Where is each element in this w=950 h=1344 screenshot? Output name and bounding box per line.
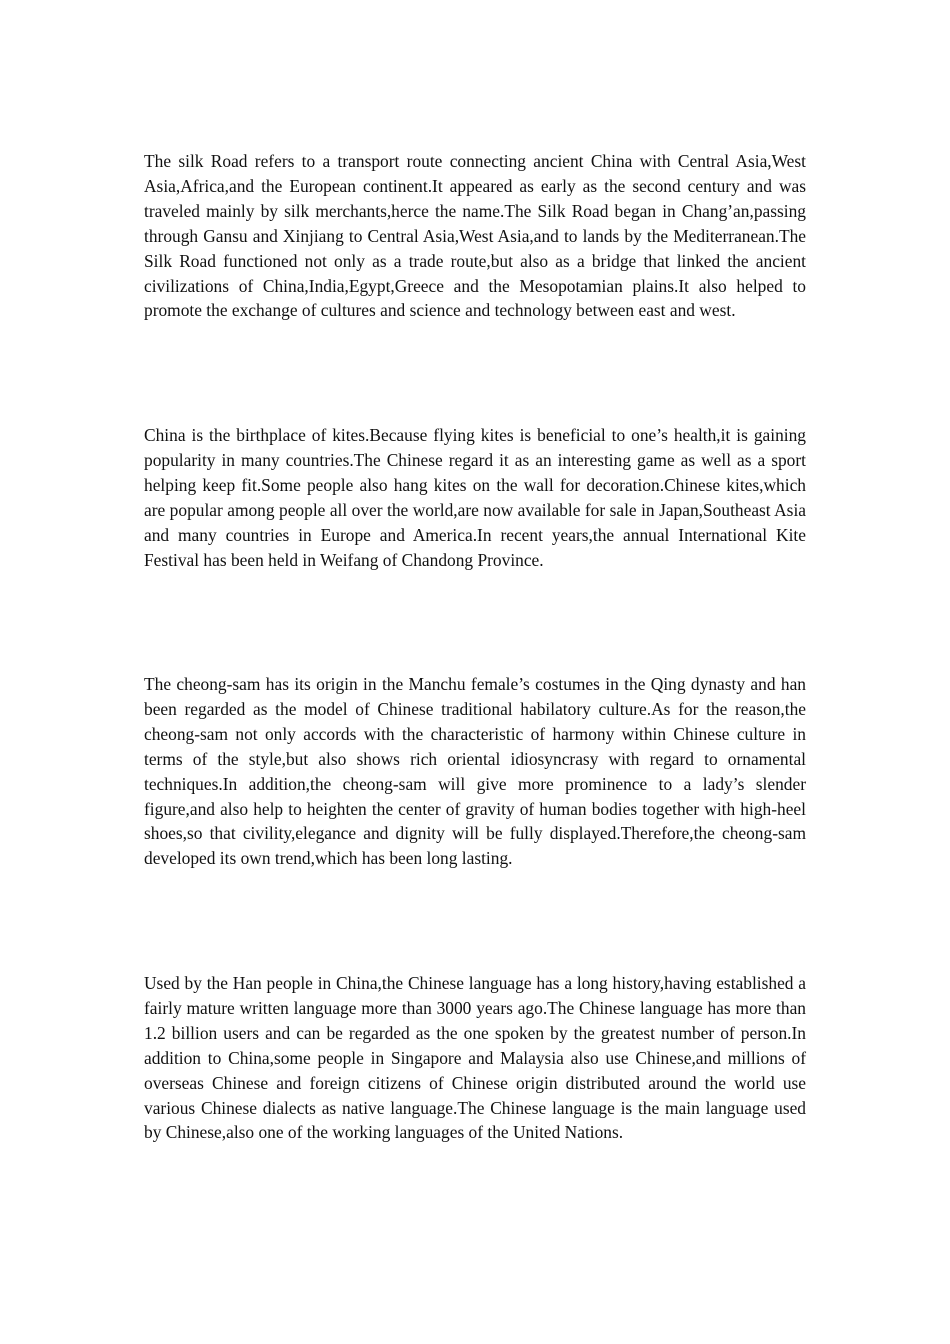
paragraph-cheong-sam: The cheong-sam has its origin in the Manchu female’s costumes in the Qing dynasty and han been regarded as the model of Chinese traditional habilatory culture.As for the reason,the cheong-sam not only accords with the characteristic of harmony within Chinese culture in terms of the style,but also shows rich oriental idiosyncrasy with regard to ornamental techniques.In addition,the cheong-sam will give more prominence to a lady’s slender figure,and also help to heighten the center of gravity of human bodies together with high-heel shoes,so that civility,elegance and dignity will be fully displayed.Therefore,the cheong-sam developed its own trend,which has been long lasting. xyxy=(144,674,806,869)
paragraph-silk-road: The silk Road refers to a transport route connecting ancient China with Central Asia,West Asia,Africa,and the European continent.It appeared as early as the second century and was traveled mainly by silk merchants,herce the name.The Silk Road began in Chang’an,passing through Gansu and Xinjiang to Central Asia,West Asia,and to lands by the Mediterranean.The Silk Road functioned not only as a trade route,but also as a bridge that linked the ancient civilizations of China,India,Egypt,Greece and the Mesopotamian plains.It also helped to promote the exchange of cultures and science and technology between east and west. xyxy=(144,151,806,321)
paragraph-chinese-language: Used by the Han people in China,the Chinese language has a long history,having established a fairly mature written language more than 3000 years ago.The Chinese language has more than 1.2 billion users and can be regarded as the one spoken by the greatest number of person.In addition to China,some people in Singapore and Malaysia also use Chinese,and millions of overseas Chinese and foreign citizens of Chinese origin distributed around the world use various Chinese dialects as native language.The Chinese language is the main language used by Chinese,also one of the working languages of the United Nations. xyxy=(144,973,806,1143)
paragraph-kites: China is the birthplace of kites.Because flying kites is beneficial to one’s health,it is gaining popularity in many countries.The Chinese regard it as an interesting game as well as a sport helping keep fit.Some people also hang kites on the wall for decoration.Chinese kites,which are popular among people all over the world,are now available for sale in Japan,Southeast Asia and many countries in Europe and America.In recent years,the annual International Kite Festival has been held in Weifang of Chandong Province. xyxy=(144,425,806,570)
